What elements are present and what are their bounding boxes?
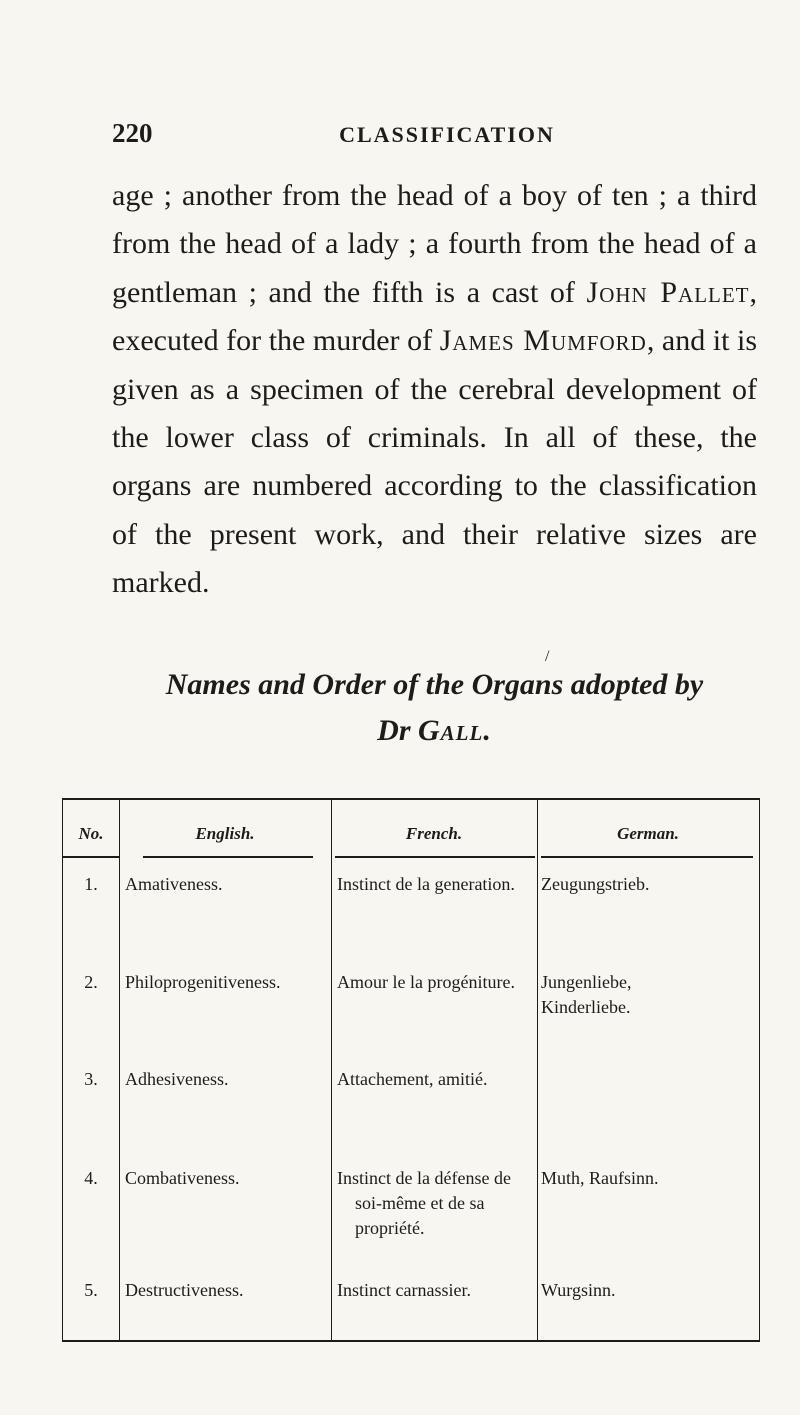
person-name-pallet: John Pallet [586, 275, 750, 309]
running-head: CLASSIFICATION [339, 122, 555, 147]
german-cell: Muth, Raufsinn. [541, 1168, 659, 1188]
german-cell: Jungenliebe, Kinderliebe. [541, 972, 632, 1017]
organs-table [62, 798, 760, 1342]
row-number: 1. [84, 874, 98, 894]
english-cell: Amativeness. [125, 874, 223, 894]
french-cell: Instinct de la generation. [337, 874, 515, 894]
person-name-mumford: James Mumford [439, 324, 647, 358]
french-cell: Amour le la progéniture. [337, 972, 515, 992]
body-text-part-3: , and it is given as a specimen of the cerebral development of the lower class of criminals. In all of these, the organs are numbered according to the classification of the present work, and their relative sizes are marked. [112, 324, 758, 600]
page-header [112, 118, 722, 158]
tick-mark: / [545, 648, 550, 665]
column-header-german: German. [617, 824, 679, 843]
page-number: 220 [112, 118, 153, 148]
french-cell: Instinct carnassier. [337, 1280, 471, 1300]
column-divider [119, 800, 120, 1340]
row-number: 4. [84, 1168, 98, 1188]
english-cell: Combativeness. [125, 1168, 240, 1188]
row-number: 2. [84, 972, 98, 992]
header-rule [63, 856, 119, 858]
column-header-english: English. [195, 824, 255, 843]
body-paragraph [112, 172, 757, 608]
table-heading [112, 662, 757, 754]
header-rule [335, 856, 535, 858]
column-header-french: French. [405, 824, 463, 843]
header-rule [143, 856, 313, 858]
german-cell: Wurgsinn. [541, 1280, 616, 1300]
german-cell: Zeugungstrieb. [541, 874, 650, 894]
row-number: 3. [84, 1069, 98, 1089]
column-divider [537, 800, 538, 1340]
header-rule [541, 856, 753, 858]
body-text-part-1: age ; another from the head of a boy of ten ; a third from the head of a lady ; a fourth from the head of a gentleman ; and the fifth is a cast of [112, 179, 757, 309]
french-cell: Attachement, amitié. [337, 1069, 488, 1089]
french-cell: Instinct de la défense de soi-même et de sa propriété. [337, 1168, 511, 1238]
english-cell: Adhesiveness. [125, 1069, 229, 1089]
row-number: 5. [84, 1280, 98, 1300]
column-header-no: No. [78, 824, 104, 843]
table-heading-name: Gall. [418, 714, 492, 747]
english-cell: Philoprogenitiveness. [125, 972, 281, 992]
column-divider [331, 800, 332, 1340]
body-text-part-2: , executed for the murder of [112, 275, 758, 358]
table-heading-prefix: Dr [377, 714, 411, 747]
table-heading-line-1: Names and Order of the Organs adopted by [165, 668, 704, 701]
english-cell: Destructiveness. [125, 1280, 244, 1300]
